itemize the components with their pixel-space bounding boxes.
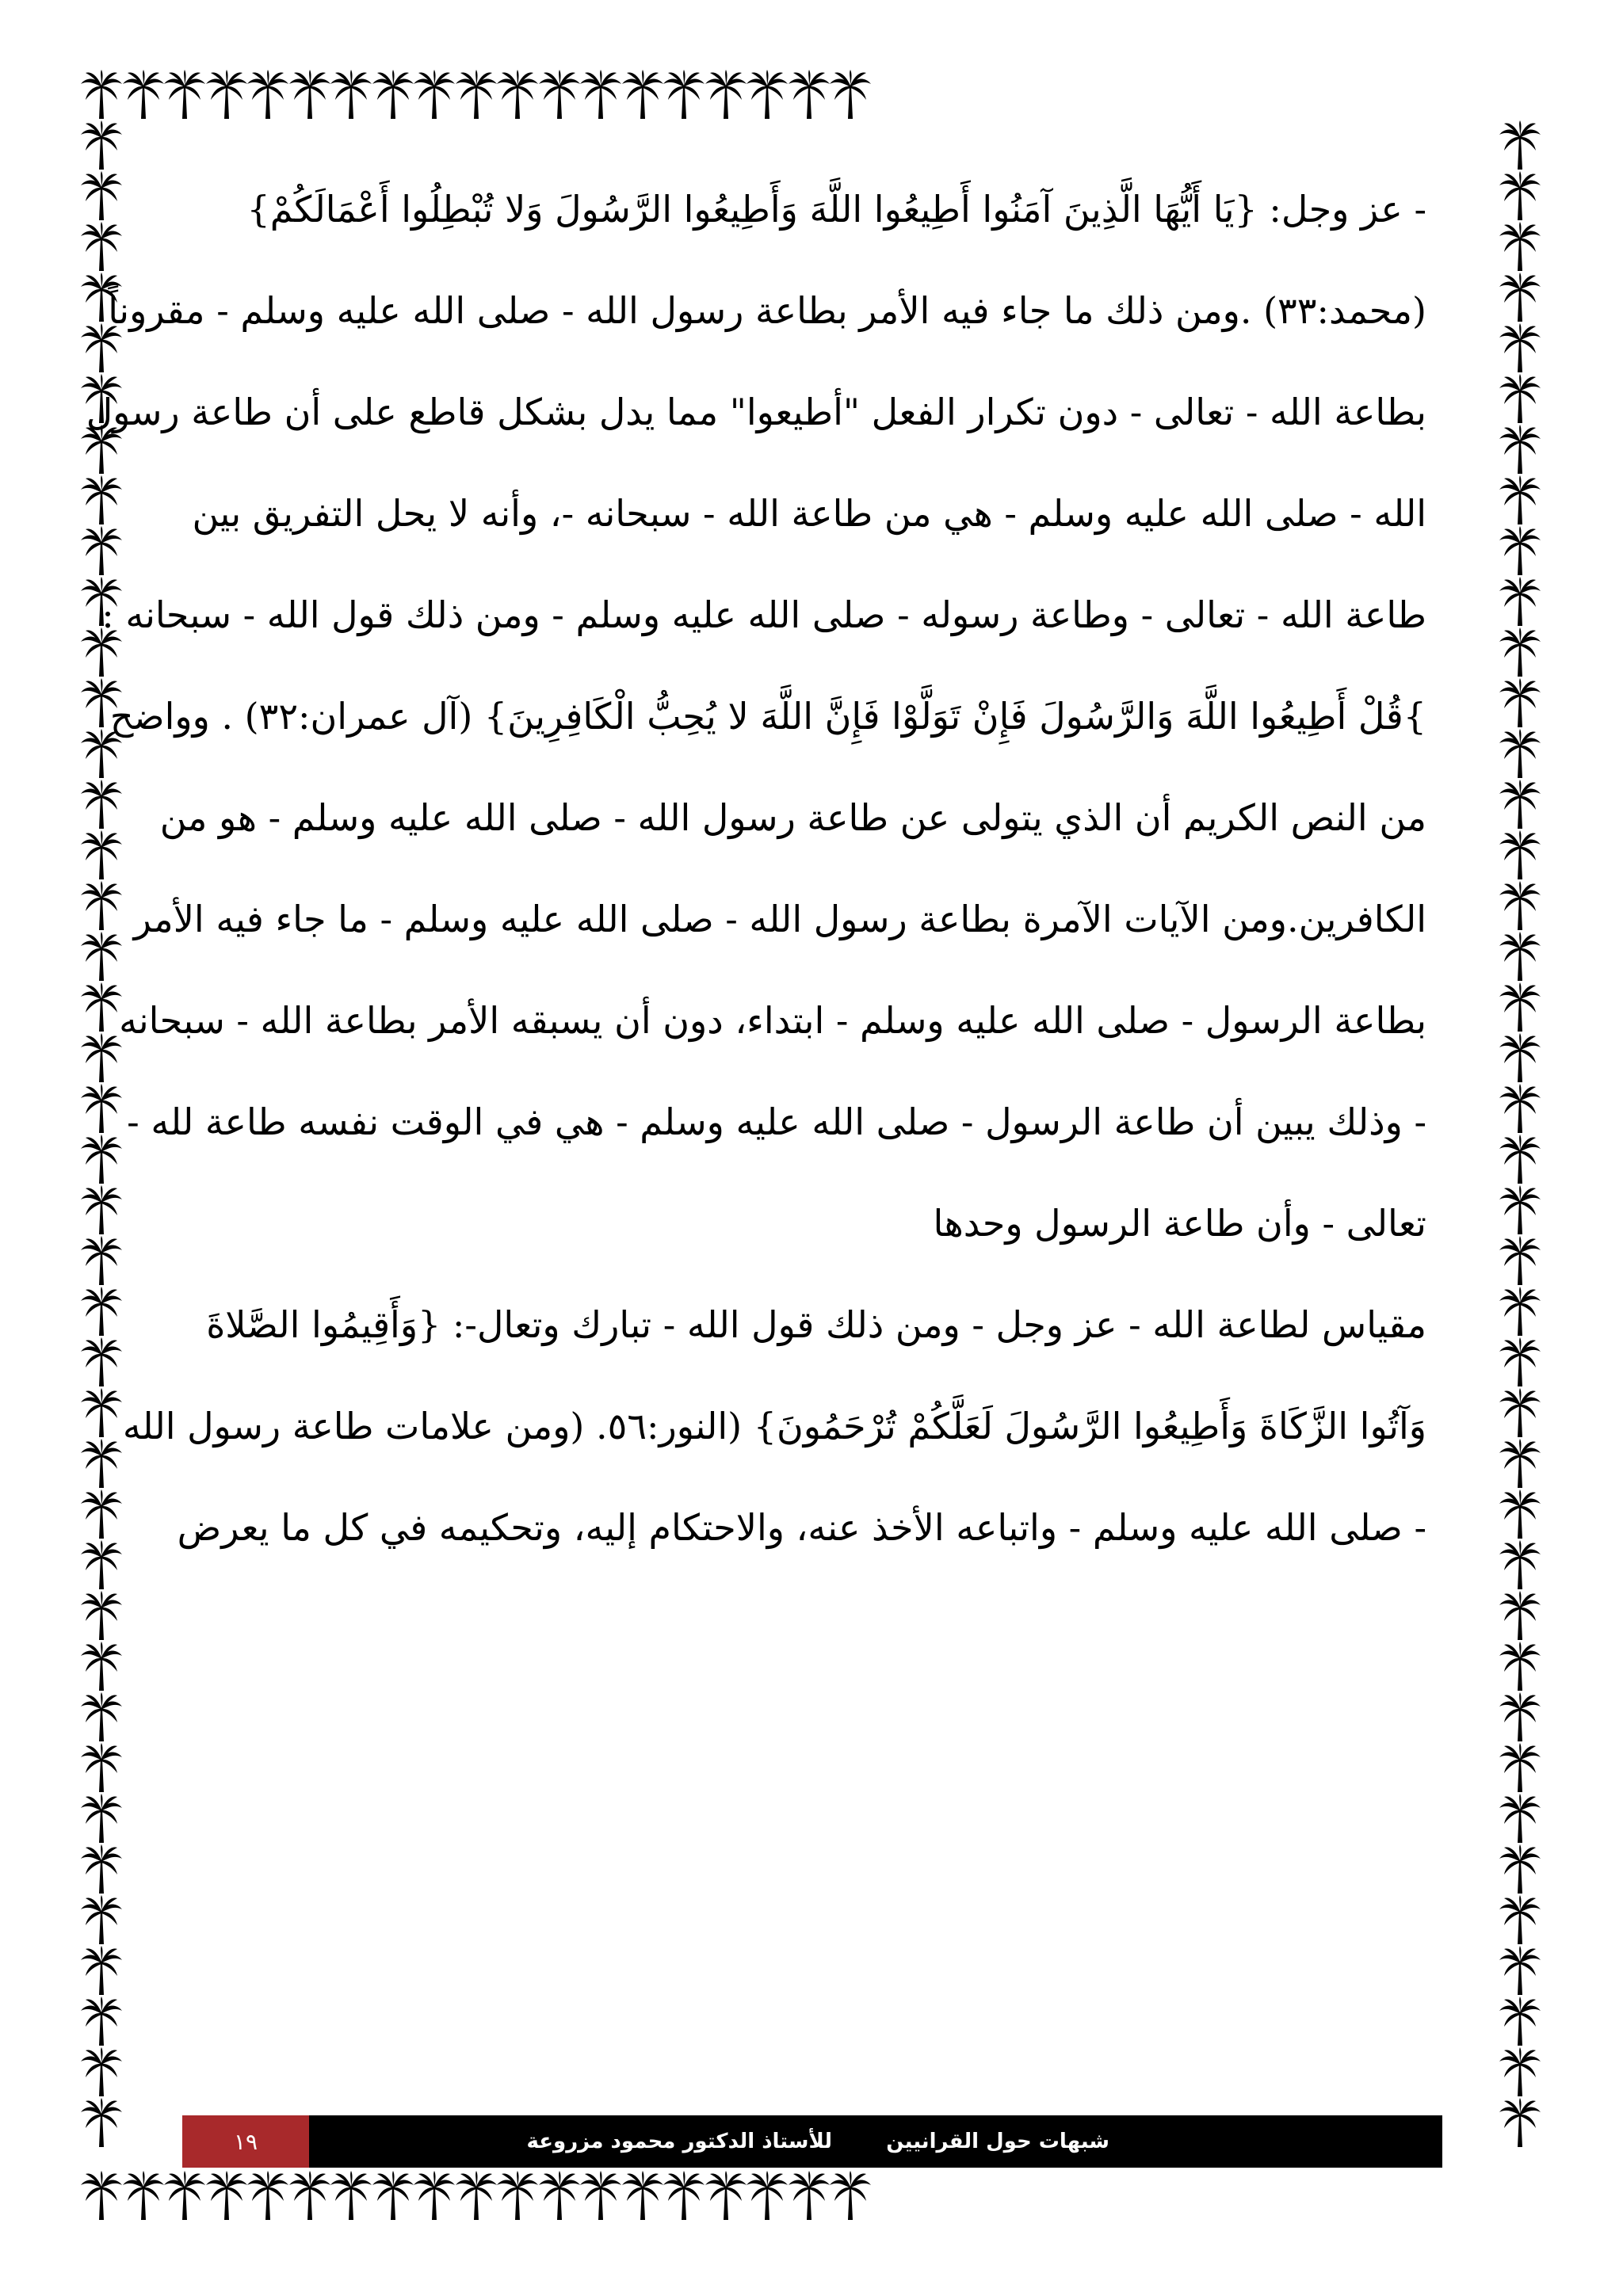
text-line: وَآتُوا الزَّكَاةَ وَأَطِيعُوا الرَّسُولَ لَعَلَّكُمْ تُرْحَمُونَ} (النور:٥٦. (ومن علامات طاعة رسول الله	[122, 1405, 1426, 1447]
palm-tree-icon	[1498, 1743, 1542, 1794]
palm-tree-icon	[1498, 627, 1542, 678]
palm-tree-icon	[828, 70, 873, 120]
palm-tree-icon	[79, 1844, 124, 1895]
text-line: مقياس لطاعة الله - عز وجل - ومن ذلك قول الله - تبارك وتعال-: {وَأَقِيمُوا الصَّلاةَ	[206, 1303, 1426, 1346]
palm-tree-icon	[1498, 881, 1542, 932]
palm-tree-icon	[79, 475, 124, 526]
text-line: من النص الكريم أن الذي يتولى عن طاعة رسول الله - صلى الله عليه وسلم - هو من	[159, 796, 1426, 839]
palm-tree-icon	[79, 1185, 124, 1236]
palm-tree-icon	[79, 2171, 124, 2222]
palm-tree-icon	[79, 982, 124, 1033]
page-number: ١٩	[182, 2115, 309, 2168]
palm-tree-icon	[79, 830, 124, 881]
text-line: تعالى - وأن طاعة الرسول وحدها	[933, 1202, 1426, 1245]
text-line: بطاعة الرسول - صلى الله عليه وسلم - ابتداء، دون أن يسبقه الأمر بطاعة الله - سبحانه	[119, 999, 1426, 1042]
palm-tree-icon	[1498, 1946, 1542, 1997]
palm-tree-icon	[1498, 1895, 1542, 1946]
palm-tree-icon	[1498, 1844, 1542, 1895]
palm-tree-icon	[79, 932, 124, 982]
palm-tree-icon	[1498, 678, 1542, 729]
palm-tree-icon	[412, 2171, 456, 2222]
palm-tree-icon	[1498, 932, 1542, 982]
palm-tree-icon	[121, 2171, 166, 2222]
palm-tree-icon	[371, 70, 415, 120]
palm-tree-icon	[1498, 2047, 1542, 2098]
palm-tree-icon	[79, 1997, 124, 2047]
palm-tree-icon	[1498, 982, 1542, 1033]
author-name: للأستاذ الدكتور محمود مزروعة	[526, 2130, 832, 2153]
palm-tree-icon	[79, 2047, 124, 2098]
palm-tree-icon	[288, 2171, 332, 2222]
palm-tree-icon	[246, 70, 290, 120]
palm-tree-icon	[79, 1287, 124, 1337]
palm-tree-icon	[704, 70, 748, 120]
palm-tree-icon	[79, 1642, 124, 1692]
palm-tree-icon	[79, 1794, 124, 1844]
palm-tree-icon	[1498, 1135, 1542, 1185]
palm-tree-icon	[704, 2171, 748, 2222]
palm-tree-icon	[1498, 1084, 1542, 1135]
palm-tree-icon	[204, 2171, 249, 2222]
palm-tree-icon	[1498, 526, 1542, 577]
palm-tree-icon	[1498, 374, 1542, 425]
palm-tree-icon	[204, 70, 249, 120]
palm-tree-icon	[79, 1743, 124, 1794]
text-line: (محمد:٣٣) .ومن ذلك ما جاء فيه الأمر بطاعة رسول الله - صلى الله عليه وسلم - مقروناً	[108, 289, 1426, 332]
palm-tree-icon	[371, 2171, 415, 2222]
palm-tree-icon	[246, 2171, 290, 2222]
palm-tree-icon	[579, 70, 623, 120]
palm-tree-icon	[1498, 1033, 1542, 1084]
palm-tree-icon	[621, 70, 665, 120]
palm-tree-icon	[1498, 1337, 1542, 1388]
palm-tree-icon	[121, 70, 166, 120]
palm-tree-icon	[79, 2098, 124, 2149]
page-footer	[182, 2115, 1442, 2168]
palm-tree-icon	[79, 881, 124, 932]
palm-tree-icon	[1498, 1287, 1542, 1337]
palm-tree-icon	[1498, 273, 1542, 323]
palm-tree-icon	[1498, 830, 1542, 881]
palm-tree-icon	[1498, 1540, 1542, 1591]
palm-tree-icon	[79, 1337, 124, 1388]
palm-tree-icon	[79, 70, 124, 120]
palm-tree-icon	[1498, 120, 1542, 171]
palm-tree-icon	[1498, 1692, 1542, 1743]
text-line: }قُلْ أَطِيعُوا اللَّهَ وَالرَّسُولَ فَإِنْ تَوَلَّوْا فَإِنَّ اللَّهَ لا يُحِبُّ الْكَافِرِينَ} (آل عمران:٣٢) . وواضح	[109, 695, 1426, 738]
palm-tree-icon	[662, 70, 706, 120]
palm-tree-icon	[1498, 1185, 1542, 1236]
palm-tree-icon	[288, 70, 332, 120]
palm-tree-icon	[79, 1591, 124, 1642]
palm-tree-icon	[1498, 1388, 1542, 1439]
palm-tree-icon	[454, 70, 498, 120]
palm-tree-icon	[79, 780, 124, 830]
text-line: الكافرين.ومن الآيات الآمرة بطاعة رسول الله - صلى الله عليه وسلم - ما جاء فيه الأمر	[133, 898, 1426, 940]
palm-tree-icon	[1498, 577, 1542, 627]
palm-tree-icon	[1498, 1642, 1542, 1692]
palm-tree-icon	[79, 120, 124, 171]
palm-tree-icon	[579, 2171, 623, 2222]
palm-tree-icon	[1498, 1439, 1542, 1489]
palm-tree-icon	[1498, 780, 1542, 830]
palm-tree-icon	[537, 70, 582, 120]
palm-tree-icon	[828, 2171, 873, 2222]
palm-tree-icon	[1498, 222, 1542, 273]
text-line: - عز وجل: {يَا أَيُّهَا الَّذِينَ آمَنُوا أَطِيعُوا اللَّهَ وَأَطِيعُوا الرَّسُولَ وَلا تُبْطِلُوا أَعْمَالَكُمْ}	[246, 188, 1426, 231]
palm-tree-icon	[79, 1033, 124, 1084]
palm-tree-icon	[79, 171, 124, 222]
text-line: - صلى الله عليه وسلم - واتباعه الأخذ عنه، والاحتكام إليه، وتحكيمه في كل ما يعرض	[177, 1506, 1426, 1549]
text-line: - وذلك يبين أن طاعة الرسول - صلى الله عليه وسلم - هي في الوقت نفسه طاعة لله -	[127, 1100, 1426, 1143]
palm-tree-icon	[1498, 1997, 1542, 2047]
palm-tree-icon	[1498, 1236, 1542, 1287]
palm-tree-icon	[1498, 171, 1542, 222]
palm-tree-icon	[79, 1439, 124, 1489]
text-line: الله - صلى الله عليه وسلم - هي من طاعة الله - سبحانه -، وأنه لا يحل التفريق بين	[192, 492, 1426, 535]
palm-tree-icon	[1498, 1794, 1542, 1844]
text-line: بطاعة الله - تعالى - دون تكرار الفعل "أطيعوا" مما يدل بشكل قاطع على أن طاعة رسول	[86, 391, 1426, 433]
palm-tree-icon	[79, 1540, 124, 1591]
palm-tree-icon	[537, 2171, 582, 2222]
palm-tree-icon	[1498, 1489, 1542, 1540]
palm-tree-icon	[412, 70, 456, 120]
body-text	[86, 158, 1426, 1578]
palm-tree-icon	[79, 1489, 124, 1540]
palm-tree-icon	[495, 70, 540, 120]
palm-tree-icon	[162, 70, 207, 120]
palm-tree-icon	[79, 1895, 124, 1946]
palm-tree-icon	[1498, 475, 1542, 526]
palm-tree-icon	[1498, 2098, 1542, 2149]
palm-tree-icon	[745, 70, 789, 120]
palm-tree-icon	[162, 2171, 207, 2222]
text-line: طاعة الله - تعالى - وطاعة رسوله - صلى الله عليه وسلم - ومن ذلك قول الله - سبحانه :	[101, 593, 1426, 636]
palm-tree-icon	[454, 2171, 498, 2222]
palm-tree-icon	[1498, 323, 1542, 374]
palm-tree-icon	[329, 70, 373, 120]
palm-tree-icon	[621, 2171, 665, 2222]
palm-tree-icon	[79, 1135, 124, 1185]
palm-tree-icon	[1498, 729, 1542, 780]
palm-tree-icon	[79, 1946, 124, 1997]
palm-tree-icon	[1498, 425, 1542, 475]
palm-tree-icon	[662, 2171, 706, 2222]
palm-tree-icon	[1498, 1591, 1542, 1642]
palm-tree-icon	[495, 2171, 540, 2222]
palm-tree-icon	[79, 1236, 124, 1287]
palm-tree-icon	[787, 2171, 831, 2222]
palm-tree-icon	[79, 1084, 124, 1135]
book-title: شبهات حول القرانيين	[886, 2130, 1109, 2153]
palm-tree-icon	[79, 1388, 124, 1439]
palm-tree-icon	[745, 2171, 789, 2222]
palm-tree-icon	[329, 2171, 373, 2222]
palm-tree-icon	[79, 1692, 124, 1743]
palm-tree-icon	[787, 70, 831, 120]
